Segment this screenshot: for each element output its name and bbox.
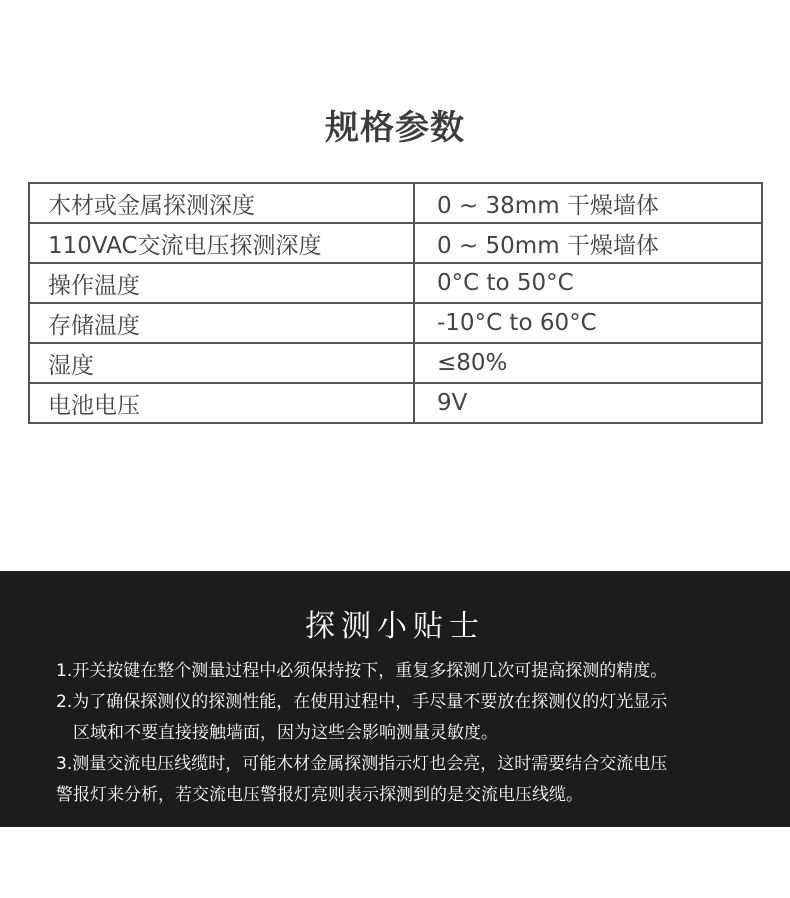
tip-item: [56, 656, 756, 687]
spec-value-battery-voltage: 9V: [414, 383, 762, 423]
table-row: [29, 383, 762, 423]
tip-3-line-2: 警报灯来分析，若交流电压警报灯亮则表示探测到的是交流电压线缆。: [56, 785, 583, 805]
tip-2-line-1: 2.为了确保探测仪的探测性能，在使用过程中，手尽量不要放在探测仪的灯光显示: [56, 692, 668, 712]
spec-table: [28, 182, 763, 424]
spec-value-ac-depth: 0 ~ 50mm 干燥墙体: [414, 223, 762, 263]
tip-2-line-2: 区域和不要直接接触墙面，因为这些会影响测量灵敏度。: [73, 723, 498, 743]
table-row: [29, 343, 762, 383]
spec-label-storage-temp: 存储温度: [29, 303, 414, 343]
table-row: [29, 303, 762, 343]
tip-1-line-1: 1.开关按键在整个测量过程中必须保持按下，重复多探测几次可提高探测的精度。: [56, 661, 668, 681]
tip-item: [56, 749, 756, 811]
spec-label-wood-metal-depth: 木材或金属探测深度: [29, 183, 414, 223]
spec-label-humidity: 湿度: [29, 343, 414, 383]
spec-label-battery-voltage: 电池电压: [29, 383, 414, 423]
spec-value-operating-temp: 0°C to 50°C: [414, 263, 762, 303]
tip-item: [56, 687, 756, 749]
tip-3-line-1: 3.测量交流电压线缆时，可能木材金属探测指示灯也会亮，这时需要结合交流电压: [56, 754, 668, 774]
spec-value-storage-temp: -10°C to 60°C: [414, 303, 762, 343]
table-row: [29, 183, 762, 223]
tips-section: [0, 571, 790, 827]
spec-label-ac-depth: 110VAC交流电压探测深度: [29, 223, 414, 263]
tips-title: 探测小贴士: [305, 609, 485, 644]
spec-label-operating-temp: 操作温度: [29, 263, 414, 303]
spec-value-humidity: ≤80%: [414, 343, 762, 383]
table-row: [29, 263, 762, 303]
tips-list: [56, 656, 756, 811]
spec-value-wood-metal-depth: 0 ~ 38mm 干燥墙体: [414, 183, 762, 223]
spec-title: 规格参数: [325, 108, 465, 148]
table-row: [29, 223, 762, 263]
